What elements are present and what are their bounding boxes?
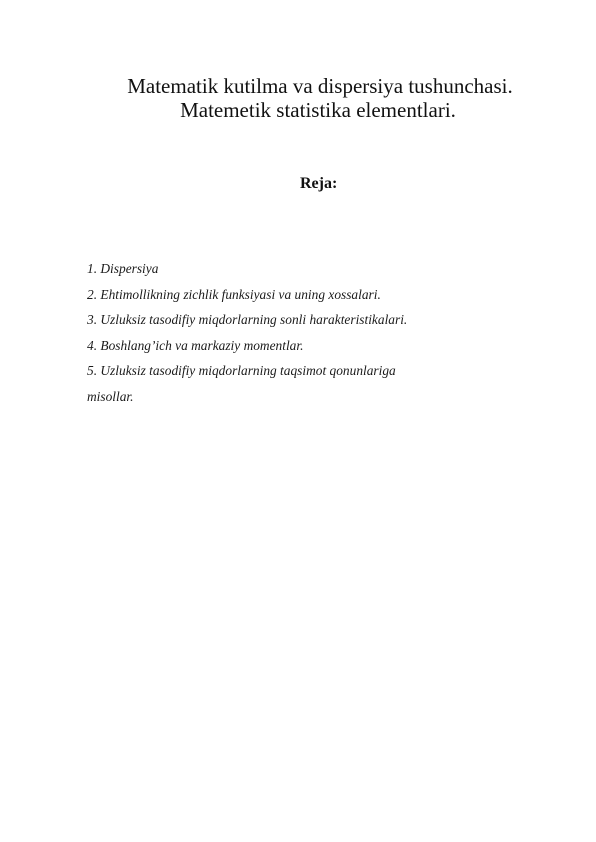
plan-item-3: 3. Uzluksiz tasodifiy miqdorlarning sonli harakteristikalari.	[87, 312, 408, 328]
plan-item-1: 1. Dispersiya	[87, 261, 159, 276]
plan-list	[87, 256, 407, 410]
plan-item-5-continuation: misollar.	[87, 388, 134, 404]
plan-item-4: 4. Boshlang’ich va markaziy momentlar.	[87, 337, 304, 353]
plan-item-5: 5. Uzluksiz tasodifiy miqdorlarning taqsimot qonunlariga	[87, 363, 396, 379]
plan-heading: Reja:	[300, 175, 338, 192]
plan-item-2: 2. Ehtimollikning zichlik funksiyasi va uning xossalari.	[87, 286, 381, 302]
document-title-line-1: Matematik kutilma va dispersiya tushunchasi.	[127, 74, 513, 98]
document-title-line-2: Matemetik statistika elementlari.	[180, 98, 456, 122]
